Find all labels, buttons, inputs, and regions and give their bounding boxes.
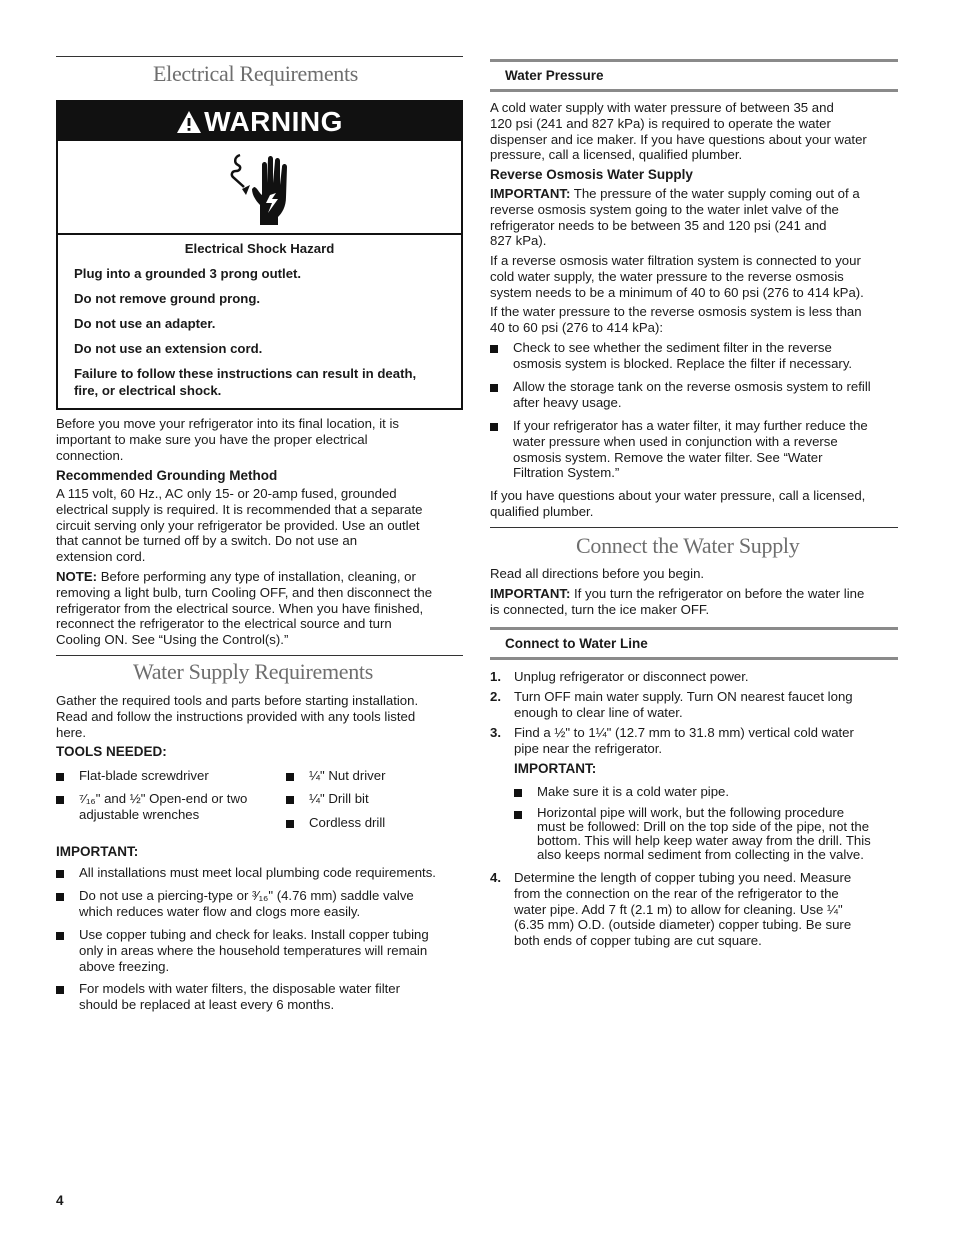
connect-important: IMPORTANT: If you turn the refrigerator on before the water line is connected, turn the ice maker OFF. [490, 586, 865, 617]
warning-bar [58, 102, 461, 141]
warning-line: Failure to follow these instructions can result in death, [74, 366, 417, 381]
connect-intro: Read all directions before you begin. [490, 566, 705, 581]
water-pressure-text: A cold water supply with water pressure of between 35 and 120 psi (241 and 827 kPa) is required to operate the water dispenser and ice maker. If you have questions about your water pressure, call a licensed, qualified plumber. [490, 100, 867, 163]
shock-hazard-pictogram [58, 141, 461, 235]
page-number: 4 [56, 1193, 64, 1208]
connect-heading: Connect the Water Supply [576, 533, 800, 558]
section-divider [56, 655, 463, 656]
electric-shock-hand-icon [226, 149, 296, 227]
warning-line: Do not use an adapter. [74, 316, 216, 331]
section-divider [490, 527, 898, 528]
section-divider [56, 56, 463, 57]
warning-line: Plug into a grounded 3 prong outlet. [74, 266, 302, 281]
tools-heading: TOOLS NEEDED: [56, 744, 167, 759]
electrical-note: NOTE: Before performing any type of installation, cleaning, or removing a light bulb, turn Cooling OFF, and then disconnect the refrigerator from the electrical source. When you have finished, reconnect the refrigerator to the electrical source and turn Cooling ON. See “Using the Control(s).” [56, 569, 433, 648]
grounding-text: A 115 volt, 60 Hz., AC only 15- or 20-amp fused, grounded electrical supply is required. It is recommended that a separate circuit serving only your refrigerator be provided. Use an outlet that cannot be turned off by a switch. Do not use an extension cord. [56, 486, 423, 565]
water-pressure-bar [490, 59, 898, 92]
water-supply-heading: Water Supply Requirements [133, 659, 374, 684]
grounding-heading: Recommended Grounding Method [56, 468, 278, 483]
warning-line: Do not remove ground prong. [74, 291, 261, 306]
step3-important-heading: IMPORTANT: [514, 761, 597, 776]
warning-hazard-title: Electrical Shock Hazard [184, 241, 335, 256]
connect-water-line-bar [490, 627, 898, 660]
ro-heading: Reverse Osmosis Water Supply [490, 167, 693, 182]
important-heading: IMPORTANT: [56, 844, 139, 859]
water-supply-intro: Gather the required tools and parts before starting installation. Read and follow the instructions provided with any tools listed here. [56, 693, 419, 740]
warning-line: fire, or electrical shock. [74, 383, 222, 398]
warning-line: Do not use an extension cord. [74, 341, 263, 356]
electrical-intro: Before you move your refrigerator into its final location, it is important to make sure you have the proper electrical connection. [56, 416, 400, 463]
ro-paragraph: If the water pressure to the reverse osmosis system is less than 40 to 60 psi (276 to 414 kPa): [490, 304, 862, 335]
water-pressure-heading: Water Pressure [505, 68, 604, 83]
warning-box [56, 100, 463, 410]
connect-water-line-heading: Connect to Water Line [505, 636, 648, 651]
ro-important: IMPORTANT: The pressure of the water supply coming out of a reverse osmosis system going to the water inlet valve of the refrigerator needs to be between 35 and 120 psi (241 and 827 kPa). [490, 186, 860, 249]
warning-triangle-icon [176, 110, 202, 134]
ro-paragraph: If a reverse osmosis water filtration system is connected to your cold water supply, the water pressure to the reverse osmosis system needs to be a minimum of 40 to 60 psi (276 to 414 kPa). [490, 253, 864, 300]
electrical-heading: Electrical Requirements [153, 61, 359, 86]
warning-title: WARNING [58, 107, 461, 137]
water-pressure-closing: If you have questions about your water pressure, call a licensed, qualified plumber. [490, 488, 866, 519]
